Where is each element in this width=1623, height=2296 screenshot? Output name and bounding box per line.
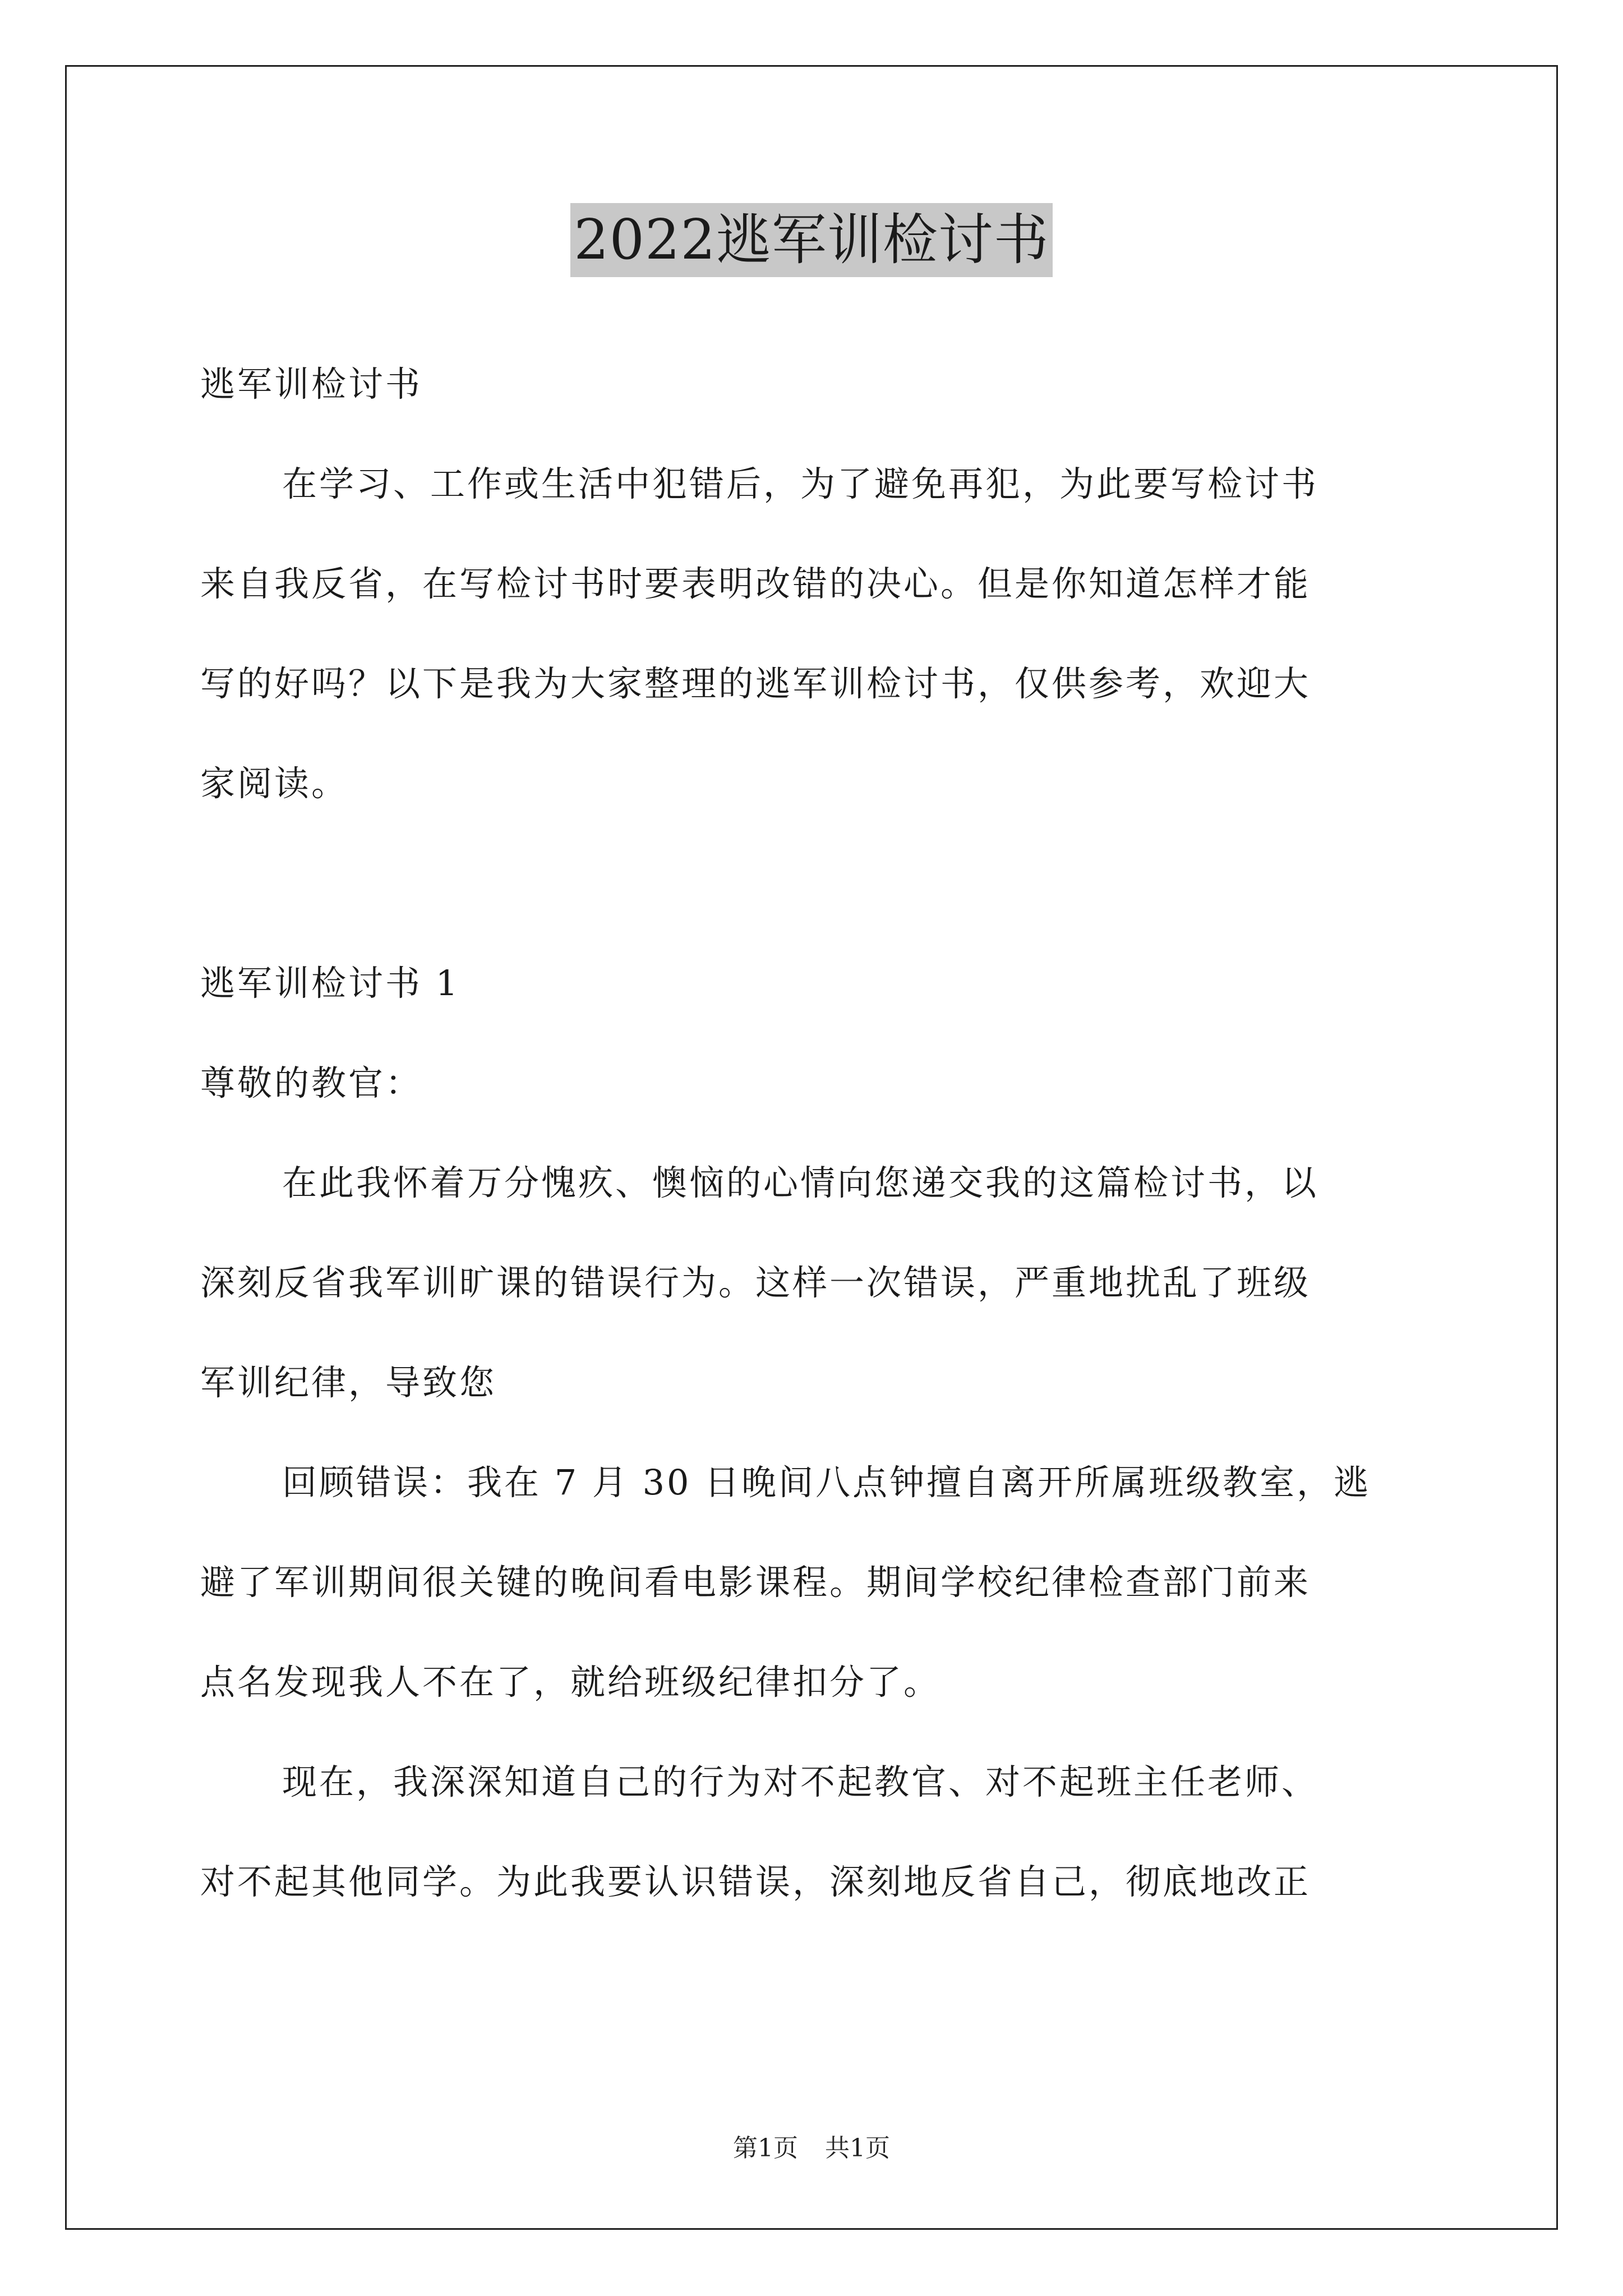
- blank-line: [200, 834, 1434, 933]
- page-footer: [0, 2132, 1623, 2165]
- document-title: 2022逃军训检讨书: [570, 203, 1052, 277]
- paragraph-line: 避了军训期间很关键的晚间看电影课程。期间学校纪律检查部门前来: [200, 1562, 1311, 1603]
- paragraph-line: 家阅读。: [200, 763, 349, 804]
- paragraph-line: 对不起其他同学。为此我要认识错误，深刻地反省自己，彻底地改正: [200, 1861, 1311, 1902]
- salutation: 尊敬的教官：: [200, 1062, 423, 1103]
- paragraph-line: 现在，我深深知道自己的行为对不起教官、对不起班主任老师、: [282, 1761, 1319, 1802]
- paragraph-line: 点名发现我人不在了，就给班级纪律扣分了。: [200, 1662, 941, 1703]
- page-total: 共1页: [825, 2134, 890, 2162]
- section-heading: 逃军训检讨书 1: [200, 963, 460, 1004]
- title-container: [0, 203, 1623, 277]
- section-heading: 逃军训检讨书: [200, 364, 423, 404]
- paragraph-line: 写的好吗？以下是我为大家整理的逃军训检讨书，仅供参考，欢迎大: [200, 663, 1311, 704]
- paragraph-line: 深刻反省我军训旷课的错误行为。这样一次错误，严重地扰乱了班级: [200, 1262, 1311, 1303]
- document-body: [200, 334, 1434, 1932]
- paragraph-line: 回顾错误：我在 7 月 30 日晚间八点钟擅自离开所属班级教室，逃: [282, 1462, 1371, 1503]
- paragraph-line: 在此我怀着万分愧疚、懊恼的心情向您递交我的这篇检讨书，以: [282, 1162, 1319, 1203]
- paragraph-line: 在学习、工作或生活中犯错后，为了避免再犯，为此要写检讨书: [282, 463, 1319, 504]
- paragraph-line: 军训纪律，导致您: [200, 1362, 497, 1403]
- paragraph-line: 来自我反省，在写检讨书时要表明改错的决心。但是你知道怎样才能: [200, 563, 1311, 604]
- page-number: 第1页: [733, 2134, 798, 2162]
